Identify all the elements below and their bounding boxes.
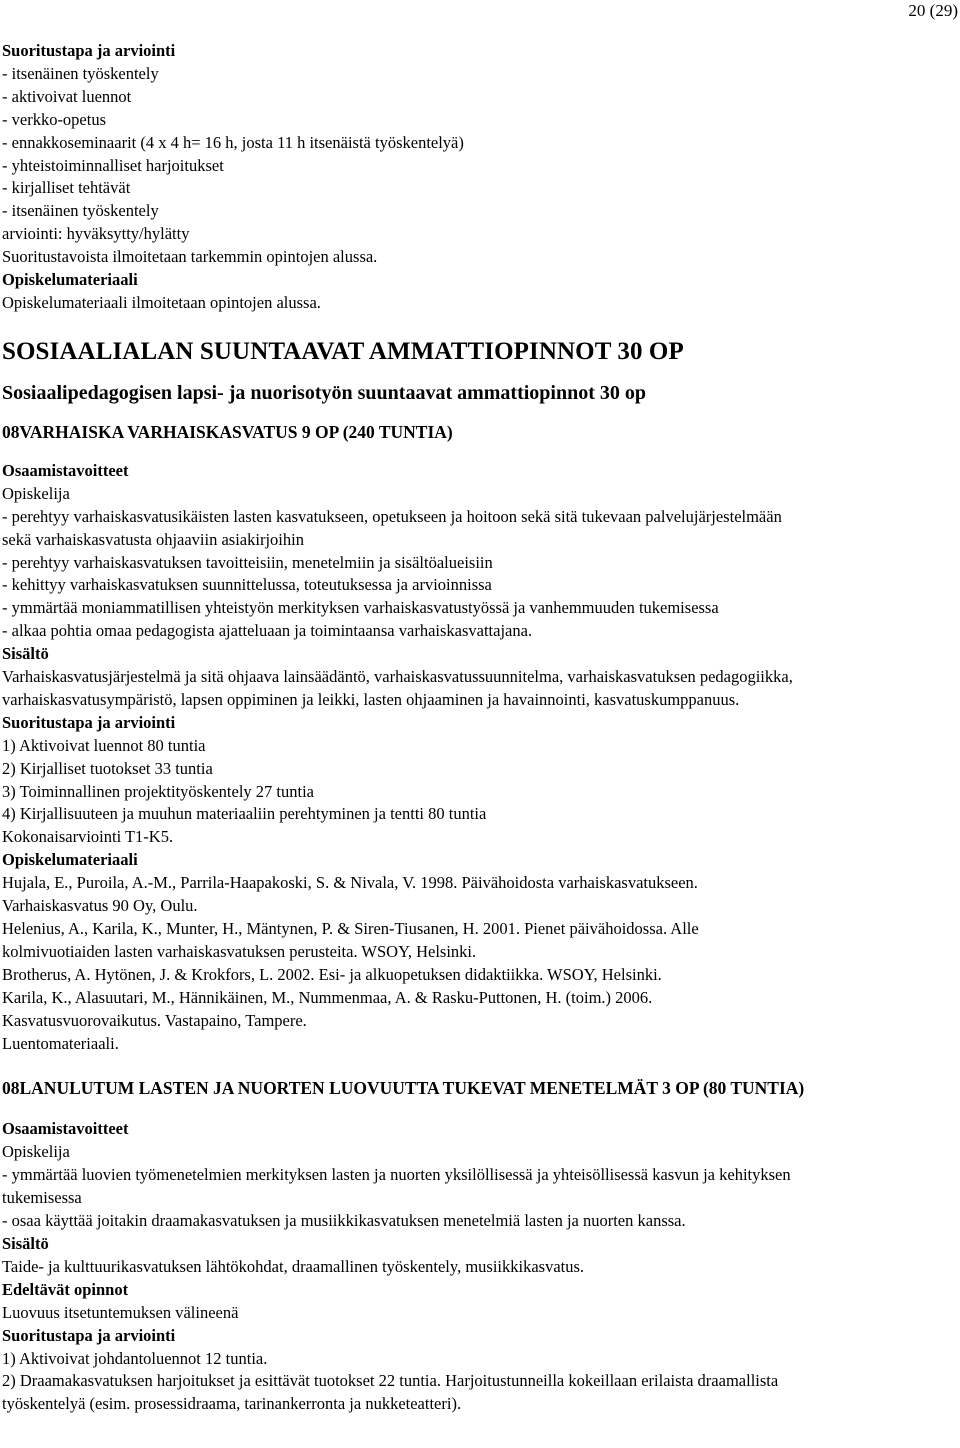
sisalto-text: varhaiskasvatusympäristö, lapsen oppiminen ja leikki, lasten ohjaaminen ja havainnointi, kasvatuskumppanuus. (2, 689, 740, 709)
heading-materiaali: Opiskelumateriaali (2, 850, 138, 870)
list-item: - kehittyy varhaiskasvatuksen suunnittelussa, toteutuksessa ja arvioinnissa (2, 575, 492, 595)
list-item: - itsenäinen työskentely (2, 63, 159, 83)
list-item: - verkko-opetus (2, 109, 107, 129)
list-item: - ymmärtää luovien työmenetelmien merkityksen lasten ja nuorten yksilöllisessä ja yhteisöllisessä kasvun ja kehityksen (2, 1165, 791, 1185)
edeltavat-text: Luovuus itsetuntemuksen välineenä (2, 1302, 239, 1322)
heading-sisalto: Sisältö (2, 1233, 49, 1253)
list-item: arviointi: hyväksytty/hylätty (2, 224, 190, 244)
heading-osaamistavoitteet: Osaamistavoitteet (2, 1119, 129, 1139)
materiaali-text: Opiskelumateriaali ilmoitetaan opintojen alussa. (2, 292, 321, 312)
heading-suoritustapa: Suoritustapa ja arviointi (2, 41, 176, 60)
list-item: 4) Kirjallisuuteen ja muuhun materiaaliin perehtyminen ja tentti 80 tuntia (2, 804, 487, 824)
opiskelija-label: Opiskelija (2, 483, 70, 503)
heading-suoritustapa: Suoritustapa ja arviointi (2, 712, 176, 732)
list-item: tukemisessa (2, 1188, 82, 1208)
list-item: - osaa käyttää joitakin draamakasvatuksen ja musiikkikasvatuksen menetelmiä lasten ja nuorten kanssa. (2, 1211, 686, 1231)
course-title: 08VARHAISKA VARHAISKASVATUS 9 OP (240 TUNTIA) (2, 421, 453, 442)
heading-suoritustapa: Suoritustapa ja arviointi (2, 1325, 176, 1345)
reference: Kasvatusvuorovaikutus. Vastapaino, Tampere. (2, 1010, 307, 1030)
list-item: - perehtyy varhaiskasvatuksen tavoitteisiin, menetelmiin ja sisältöalueisiin (2, 552, 493, 572)
list-item: - kirjalliset tehtävät (2, 178, 131, 198)
reference: Varhaiskasvatus 90 Oy, Oulu. (2, 896, 198, 916)
heading-osaamistavoitteet: Osaamistavoitteet (2, 460, 129, 480)
sisalto-text: Taide- ja kulttuurikasvatuksen lähtökohdat, draamallinen työskentely, musiikkikasvatus. (2, 1256, 585, 1276)
heading-sisalto: Sisältö (2, 644, 49, 664)
list-item: - yhteistoiminnalliset harjoitukset (2, 155, 224, 175)
section-title: SOSIAALIALAN SUUNTAAVAT AMMATTIOPINNOT 30 OP (2, 337, 684, 365)
course-title: 08LANULUTUM LASTEN JA NUORTEN LUOVUUTTA TUKEVAT MENETELMÄT 3 OP (80 TUNTIA) (2, 1078, 805, 1099)
list-item: - ymmärtää moniammatillisen yhteistyön merkityksen varhaiskasvatustyössä ja vanhemmuuden tukemisessa (2, 598, 719, 618)
list-item: 2) Kirjalliset tuotokset 33 tuntia (2, 758, 213, 778)
list-item: - itsenäinen työskentely (2, 201, 159, 221)
list-item: 1) Aktivoivat johdantoluennot 12 tuntia. (2, 1348, 268, 1368)
list-item: - ennakkoseminaarit (4 x 4 h= 16 h, josta 11 h itsenäistä työskentelyä) (2, 132, 464, 152)
list-item: 1) Aktivoivat luennot 80 tuntia (2, 735, 206, 755)
subsection-title: Sosiaalipedagogisen lapsi- ja nuorisotyön suuntaavat ammattiopinnot 30 op (2, 381, 647, 404)
reference: Helenius, A., Karila, K., Munter, H., Mäntynen, P. & Siren-Tiusanen, H. 2001. Pienet päivähoidossa. Alle (2, 919, 699, 938)
reference: Karila, K., Alasuutari, M., Hännikäinen, M., Nummenmaa, A. & Rasku-Puttonen, H. (toim.) 2006. (2, 987, 653, 1007)
list-item: työskentelyä (esim. prosessidraama, tarinankerronta ja nukketeatteri). (2, 1394, 462, 1414)
reference: Brotherus, A. Hytönen, J. & Krokfors, L. 2002. Esi- ja alkuopetuksen didaktiikka. WSOY, Helsinki. (2, 964, 662, 984)
page-number: 20 (29) (908, 1, 958, 20)
heading-materiaali: Opiskelumateriaali (2, 270, 138, 290)
reference: Luentomateriaali. (2, 1033, 119, 1053)
heading-edeltavat-opinnot: Edeltävät opinnot (2, 1279, 129, 1299)
sisalto-text: Varhaiskasvatusjärjestelmä ja sitä ohjaava lainsäädäntö, varhaiskasvatussuunnitelma, varhaiskasvatuksen pedagogiikka, (2, 667, 793, 687)
list-item: Suoritustavoista ilmoitetaan tarkemmin opintojen alussa. (2, 247, 378, 267)
list-item: - aktivoivat luennot (2, 86, 132, 106)
list-item: - perehtyy varhaiskasvatusikäisten lasten kasvatukseen, opetukseen ja hoitoon sekä sitä tukevaan palvelujärjestelmään (2, 506, 782, 526)
list-item: 3) Toiminnallinen projektityöskentely 27 tuntia (2, 781, 314, 801)
reference: Hujala, E., Puroila, A.-M., Parrila-Haapakoski, S. & Nivala, V. 1998. Päivähoidosta varhaiskasvatukseen. (2, 873, 698, 893)
list-item: sekä varhaiskasvatusta ohjaaviin asiakirjoihin (2, 529, 304, 549)
list-item: - alkaa pohtia omaa pedagogista ajatteluaan ja toimintaansa varhaiskasvattajana. (2, 621, 533, 641)
document-page (2, 40, 958, 1416)
reference: kolmivuotiaiden lasten varhaiskasvatuksen perusteita. WSOY, Helsinki. (2, 941, 477, 961)
opiskelija-label: Opiskelija (2, 1142, 70, 1162)
list-item: 2) Draamakasvatuksen harjoitukset ja esittävät tuotokset 22 tuntia. Harjoitustunneilla kokeillaan erilaista draamallista (2, 1371, 779, 1391)
list-item: Kokonaisarviointi T1-K5. (2, 827, 174, 847)
